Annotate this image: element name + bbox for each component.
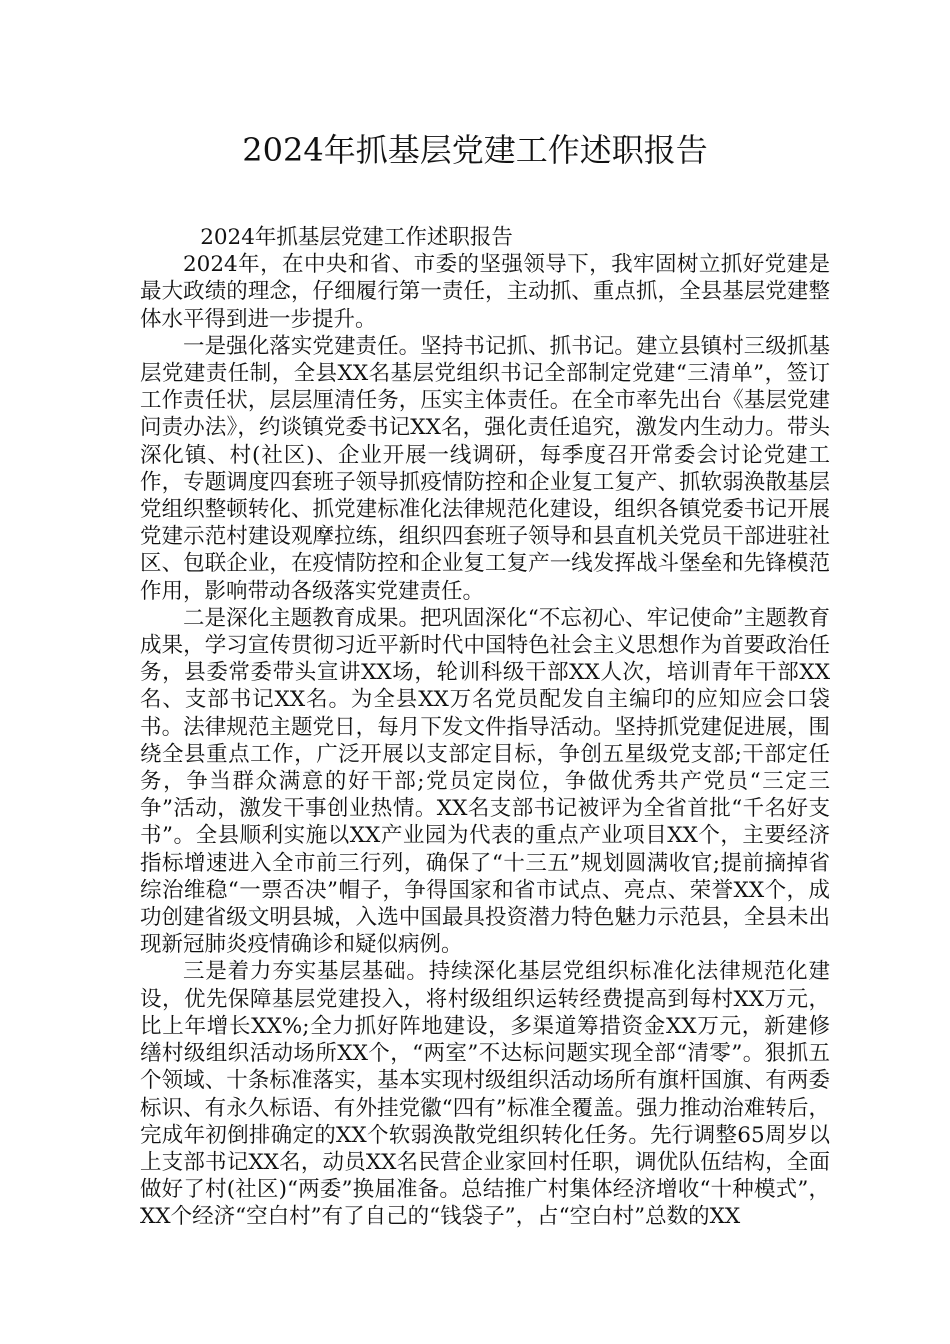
paragraph-intro: 2024年，在中央和省、市委的坚强领导下，我牢固树立抓好党建是最大政绩的理念，仔细履行第一责任，主动抓、重点抓，全县基层党建整体水平得到进一步提升。 (140, 252, 830, 332)
paragraph-education: 二是深化主题教育成果。把巩固深化“不忘初心、牢记使命”主题教育成果，学习宣传贯彻习近平新时代中国特色社会主义思想作为首要政治任务，县委常委带头宣讲XX场，轮训科级干部XX人次，培训青年干部XX名、支部书记XX名。为全县XX万名党员配发自主编印的应知应会口袋书。法律规范主题党日，每月下发文件指导活动。坚持抓党建促进展，围绕全县重点工作，广泛开展以支部定目标，争创五星级党支部;干部定任务，争当群众满意的好干部;党员定岗位，争做优秀共产党员“三定三争”活动，激发干事创业热情。XX名支部书记被评为全省首批“千名好支书”。全县顺利实施以XX产业园为代表的重点产业项目XX个，主要经济指标增速进入全市前三行列，确保了“十三五”规划圆满收官;提前摘掉省综治维稳“一票否决”帽子，争得国家和省市试点、亮点、荣誉XX个，成功创建省级文明县城，入选中国最具投资潜力特色魅力示范县，全县未出现新冠肺炎疫情确诊和疑似病例。 (140, 605, 830, 958)
paragraph-foundation: 三是着力夯实基层基础。持续深化基层党组织标准化法律规范化建设，优先保障基层党建投入，将村级组织运转经费提高到每村XX万元，比上年增长XX%;全力抓好阵地建设，多渠道筹措资金XX万元，新建修缮村级组织活动场所XX个，“两室”不达标问题实现全部“清零”。狠抓五个领域、十条标准落实，基本实现村级组织活动场所有旗杆国旗、有两委标识、有永久标语、有外挂党徽“四有”标准全覆盖。强力推动治难转后，完成年初倒排确定的XX个软弱涣散党组织转化任务。先行调整65周岁以上支部书记XX名，动员XX名民营企业家回村任职，调优队伍结构，全面做好了村(社区)“两委”换届准备。总结推广村集体经济增收“十种模式”，XX个经济“空白村”有了自己的“钱袋子”，占“空白村”总数的XX (140, 959, 830, 1230)
document-title: 2024年抓基层党建工作述职报告 (242, 131, 708, 169)
document-subtitle: 2024年抓基层党建工作述职报告 (200, 225, 513, 250)
paragraph-responsibility: 一是强化落实党建责任。坚持书记抓、抓书记。建立县镇村三级抓基层党建责任制，全县XX名基层党组织书记全部制定党建“三清单”，签订工作责任状，层层厘清任务，压实主体责任。在全市率先出台《基层党建问责办法》，约谈镇党委书记XX名，强化责任追究，激发内生动力。带头深化镇、村(社区)、企业开展一线调研，每季度召开常委会讨论党建工作，专题调度四套班子领导抓疫情防控和企业复工复产、抓软弱涣散基层党组织整顿转化、抓党建标准化法律规范化建设，组织各镇党委书记开展党建示范村建设观摩拉练，组织四套班子领导和县直机关党员干部进驻社区、包联企业，在疫情防控和企业复工复产一线发挥战斗堡垒和先锋模范作用，影响带动各级落实党建责任。 (140, 333, 830, 604)
document-body (140, 224, 830, 1231)
